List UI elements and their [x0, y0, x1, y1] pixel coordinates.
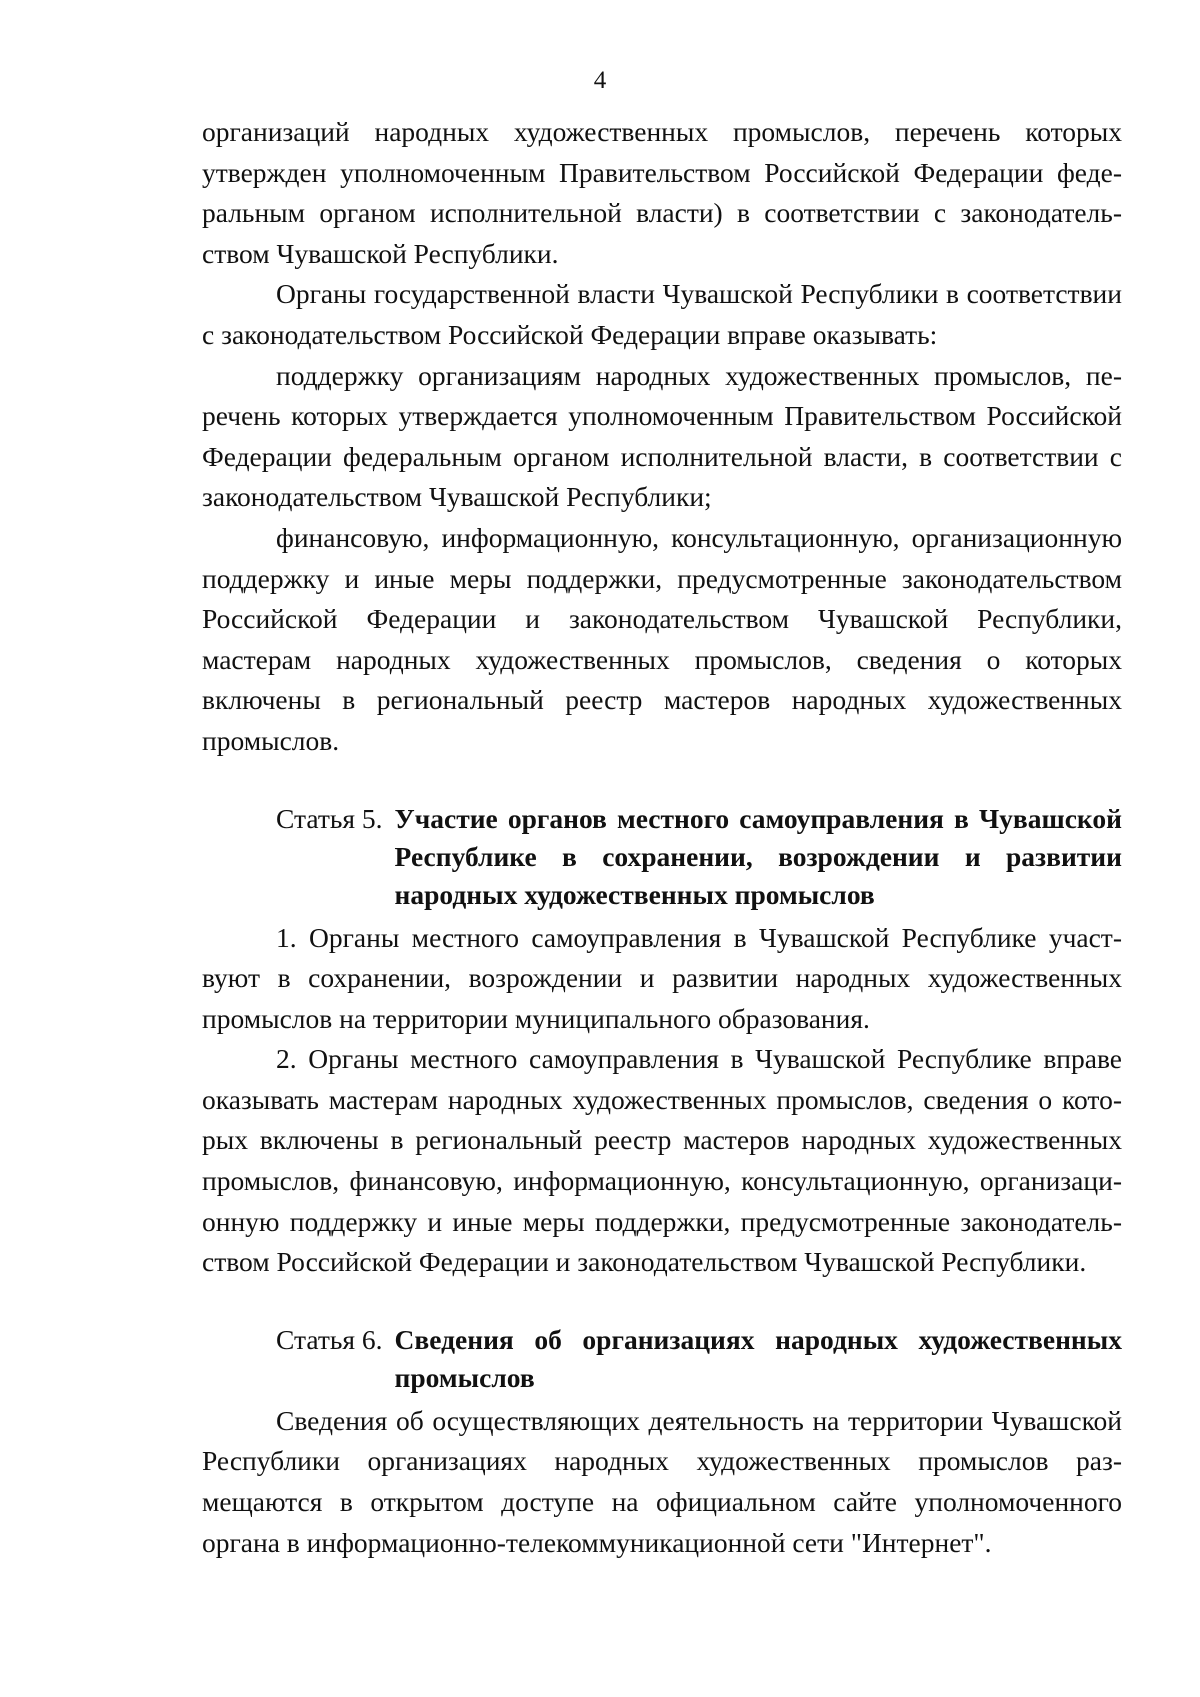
page-number: 4: [593, 67, 607, 94]
document-body: [202, 112, 1122, 1563]
article-5-heading: [276, 800, 1122, 914]
article-5-paragraph-2: 2. Органы местного самоуправления в Чувашской Республике вправе оказывать мастерам народных художественных промыслов, сведения о которых включены в региональный реестр мастеров народных художественных промыслов, финансовую, информационную, консультационную, организационную поддержку и иные меры поддержки, предусмотренные законодательством Российской Федерации и законодательством Чувашской Республики.: [202, 1043, 1122, 1278]
article-6-label: Статья 6.: [276, 1323, 383, 1355]
paragraph-continuation: организаций народных художественных промыслов, перечень которых утвержден уполномоченным Правительством Российской Федерации федеральным органом исполнительной власти) в соответствии с законодательством Чувашской Республики.: [202, 116, 1122, 269]
article-5-paragraph-1: 1. Органы местного самоуправления в Чувашской Республике участвуют в сохранении, возрождении и развитии народных художественных промыслов на территории муниципального образования.: [202, 921, 1122, 1034]
article-6-heading: [276, 1321, 1122, 1397]
article-5-title: Участие органов местного самоуправления в Чувашской Республике в сохранении, возрождении и развитии народных художественных промыслов: [394, 802, 1122, 910]
paragraph: Органы государственной власти Чувашской Республики в соответствии с законодательством Российской Федерации вправе оказывать:: [202, 278, 1122, 350]
paragraph: поддержку организациям народных художественных промыслов, перечень которых утверждается уполномоченным Правительством Российской Федерации федеральным органом исполнительной власти, в соответствии с законодательством Чувашской Республики;: [202, 359, 1122, 513]
article-6-title: Сведения об организациях народных художественных промыслов: [394, 1323, 1122, 1393]
paragraph: финансовую, информационную, консультационную, организационную поддержку и иные меры поддержки, предусмотренные законодательством Российской Федерации и законодательством Чувашской Республики, мастерам народных художественных промыслов, сведения о которых включены в региональный реестр мастеров народных художественных промыслов.: [202, 521, 1122, 756]
article-5-label: Статья 5.: [276, 802, 383, 834]
article-6-paragraph-1: Сведения об осуществляющих деятельность на территории Чувашской Республики организациях народных художественных промыслов размещаются в открытом доступе на официальном сайте уполномоченного органа в информационно-телекоммуникационной сети "Интернет".: [202, 1404, 1122, 1558]
